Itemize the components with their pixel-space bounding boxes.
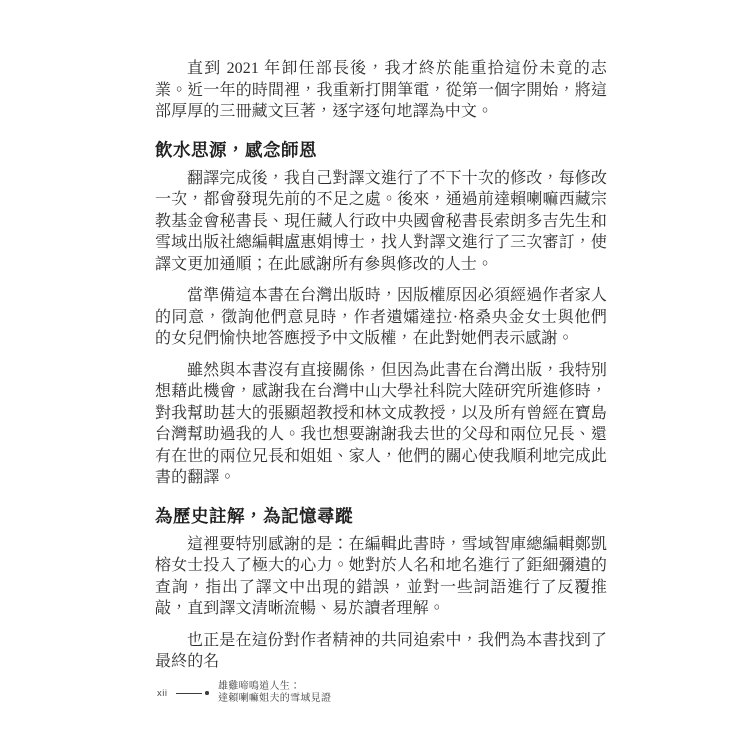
book-title-line2: 達賴喇嘛姐夫的雪域見證 (217, 693, 332, 704)
paragraph-copyright: 當準備這本書在台灣出版時，因版權原因必須經過作者家人的同意，徵詢他們意見時，作者遺孀達拉·格桑央金女士與他們的女兒們愉快地答應授予中文版權，在此對她們表示感謝。 (155, 287, 607, 347)
page-content (155, 58, 607, 673)
paragraph-final-name: 也正是在這份對作者精神的共同追索中，我們為本書找到了最終的名 (155, 631, 607, 670)
divider-dot (205, 691, 209, 695)
page-number: xii (157, 687, 168, 699)
book-title-line1: 雄雞啼鳴道人生： (217, 681, 301, 692)
intro-paragraph: 直到 2021 年卸任部長後，我才終於能重拾這份未竟的志業。近一年的時間裡，我重新打開筆電，從第一個字開始，將這部厚厚的三冊藏文巨著，逐字逐句地譯為中文。 (155, 60, 607, 120)
book-title (218, 681, 331, 705)
paragraph-editor-thanks: 這裡要特別感謝的是：在編輯此書時，雪域智庫總編輯鄭凱榕女士投入了極大的心力。她對於人名和地名進行了鉅細彌遺的查詢，指出了譯文中出現的錯誤，並對一些詞語進行了反覆推敲，直到譯文清晰流暢、易於讀者理解。 (155, 535, 607, 617)
divider-line (176, 693, 202, 694)
footer-divider-dash-dot (176, 691, 209, 695)
paragraph-revisions: 翻譯完成後，我自己對譯文進行了不下十次的修改，每修改一次，都會發現先前的不足之處。後來，通過前達賴喇嘛西藏宗教基金會秘書長、現任藏人行政中央國會秘書長索朗多吉先生和雪域出版社總編輯盧惠娟博士，找人對譯文進行了三次審訂，使譯文更加通順；在此感謝所有參與修改的人士。 (155, 169, 607, 273)
section-heading-gratitude: 飲水思源，感念師恩 (155, 139, 317, 160)
section-heading-history: 為歷史註解，為記憶尋蹤 (155, 505, 353, 526)
page-footer (157, 681, 331, 705)
paragraph-taiwan-thanks: 雖然與本書沒有直接關係，但因為此書在台灣出版，我特別想藉此機會，感謝我在台灣中山大學社科院大陸研究所進修時，對我幫助甚大的張顯超教授和林文成教授，以及所有曾經在寶島台灣幫助過我的人。我也想要謝謝我去世的父母和兩位兄長、還有在世的兩位兄長和姐姐、家人，他們的關心使我順利地完成此書的翻譯。 (155, 361, 607, 486)
